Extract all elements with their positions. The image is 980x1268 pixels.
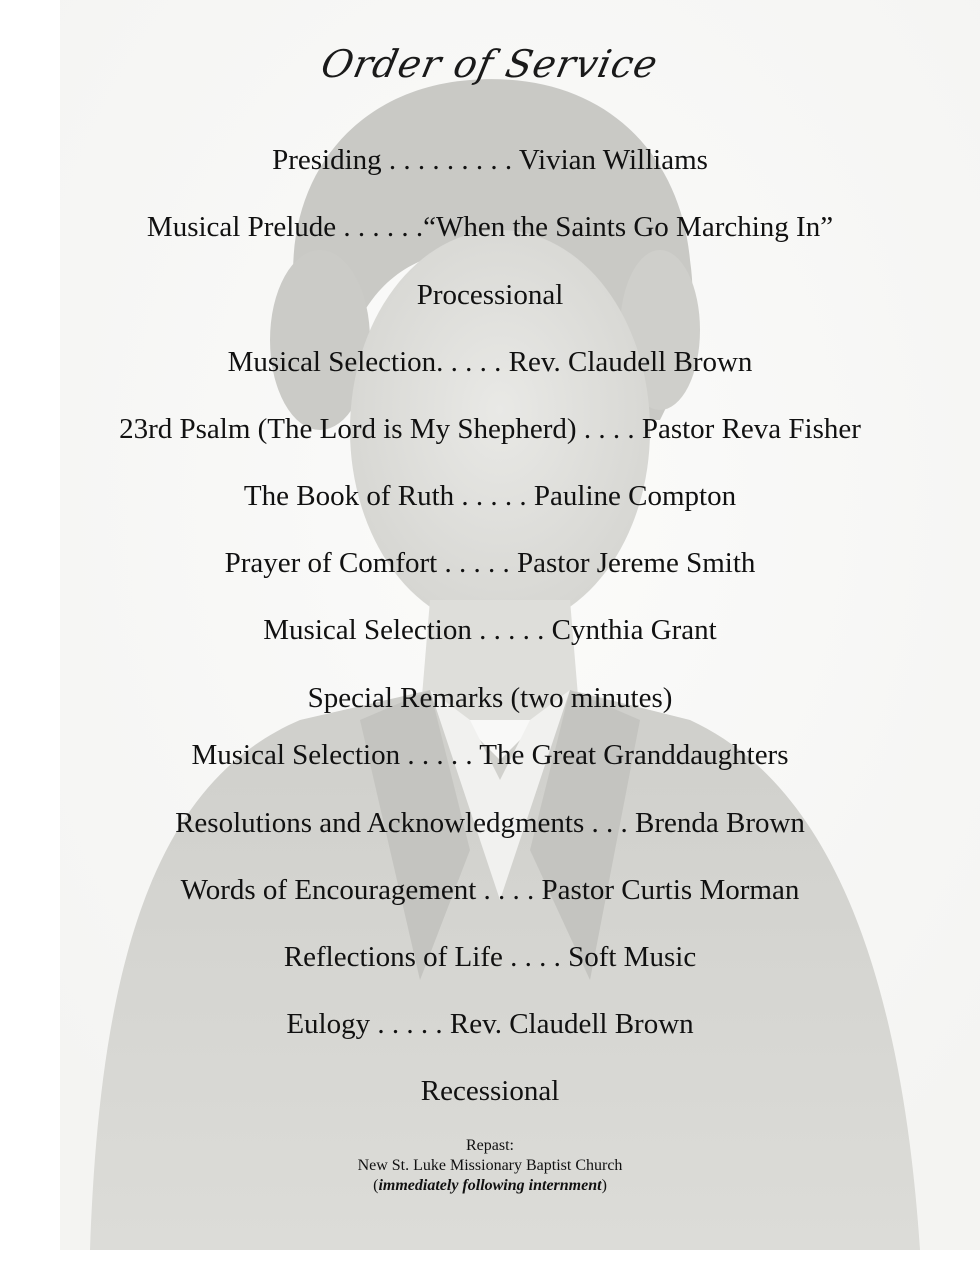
repast-note-line: (immediately following internment) — [373, 1177, 607, 1194]
program-item: Musical Prelude . . . . . .“When the Saints Go Marching In” — [146, 211, 834, 243]
program-item: Musical Selection . . . . . The Great Granddaughters — [191, 739, 789, 771]
program-item: Words of Encouragement . . . . Pastor Curtis Morman — [180, 874, 800, 906]
program-item: Resolutions and Acknowledgments . . . Brenda Brown — [175, 807, 805, 839]
heading-text: Order of Service — [317, 42, 663, 86]
program-item: 23rd Psalm (The Lord is My Shepherd) . . . . Pastor Reva Fisher — [119, 413, 861, 445]
repast-info — [0, 1136, 980, 1196]
program-item: Special Remarks (two minutes) — [307, 682, 673, 714]
program-item: Musical Selection . . . . . Cynthia Grant — [263, 614, 717, 646]
repast-note: immediately following internment — [378, 1177, 602, 1194]
order-of-service-heading — [0, 42, 980, 86]
program-item: Eulogy . . . . . Rev. Claudell Brown — [286, 1008, 694, 1040]
program-item: Prayer of Comfort . . . . . Pastor Jereme Smith — [224, 547, 756, 579]
program-item: The Book of Ruth . . . . . Pauline Compton — [243, 480, 737, 512]
program-item: Musical Selection. . . . . Rev. Claudell Brown — [227, 346, 753, 378]
repast-location: New St. Luke Missionary Baptist Church — [357, 1157, 623, 1174]
program-item: Recessional — [420, 1075, 560, 1107]
program-item: Reflections of Life . . . . Soft Music — [283, 941, 697, 973]
program-item: Processional — [416, 279, 564, 311]
program-item: Presiding . . . . . . . . . Vivian Williams — [272, 144, 708, 176]
repast-label: Repast: — [466, 1137, 514, 1154]
